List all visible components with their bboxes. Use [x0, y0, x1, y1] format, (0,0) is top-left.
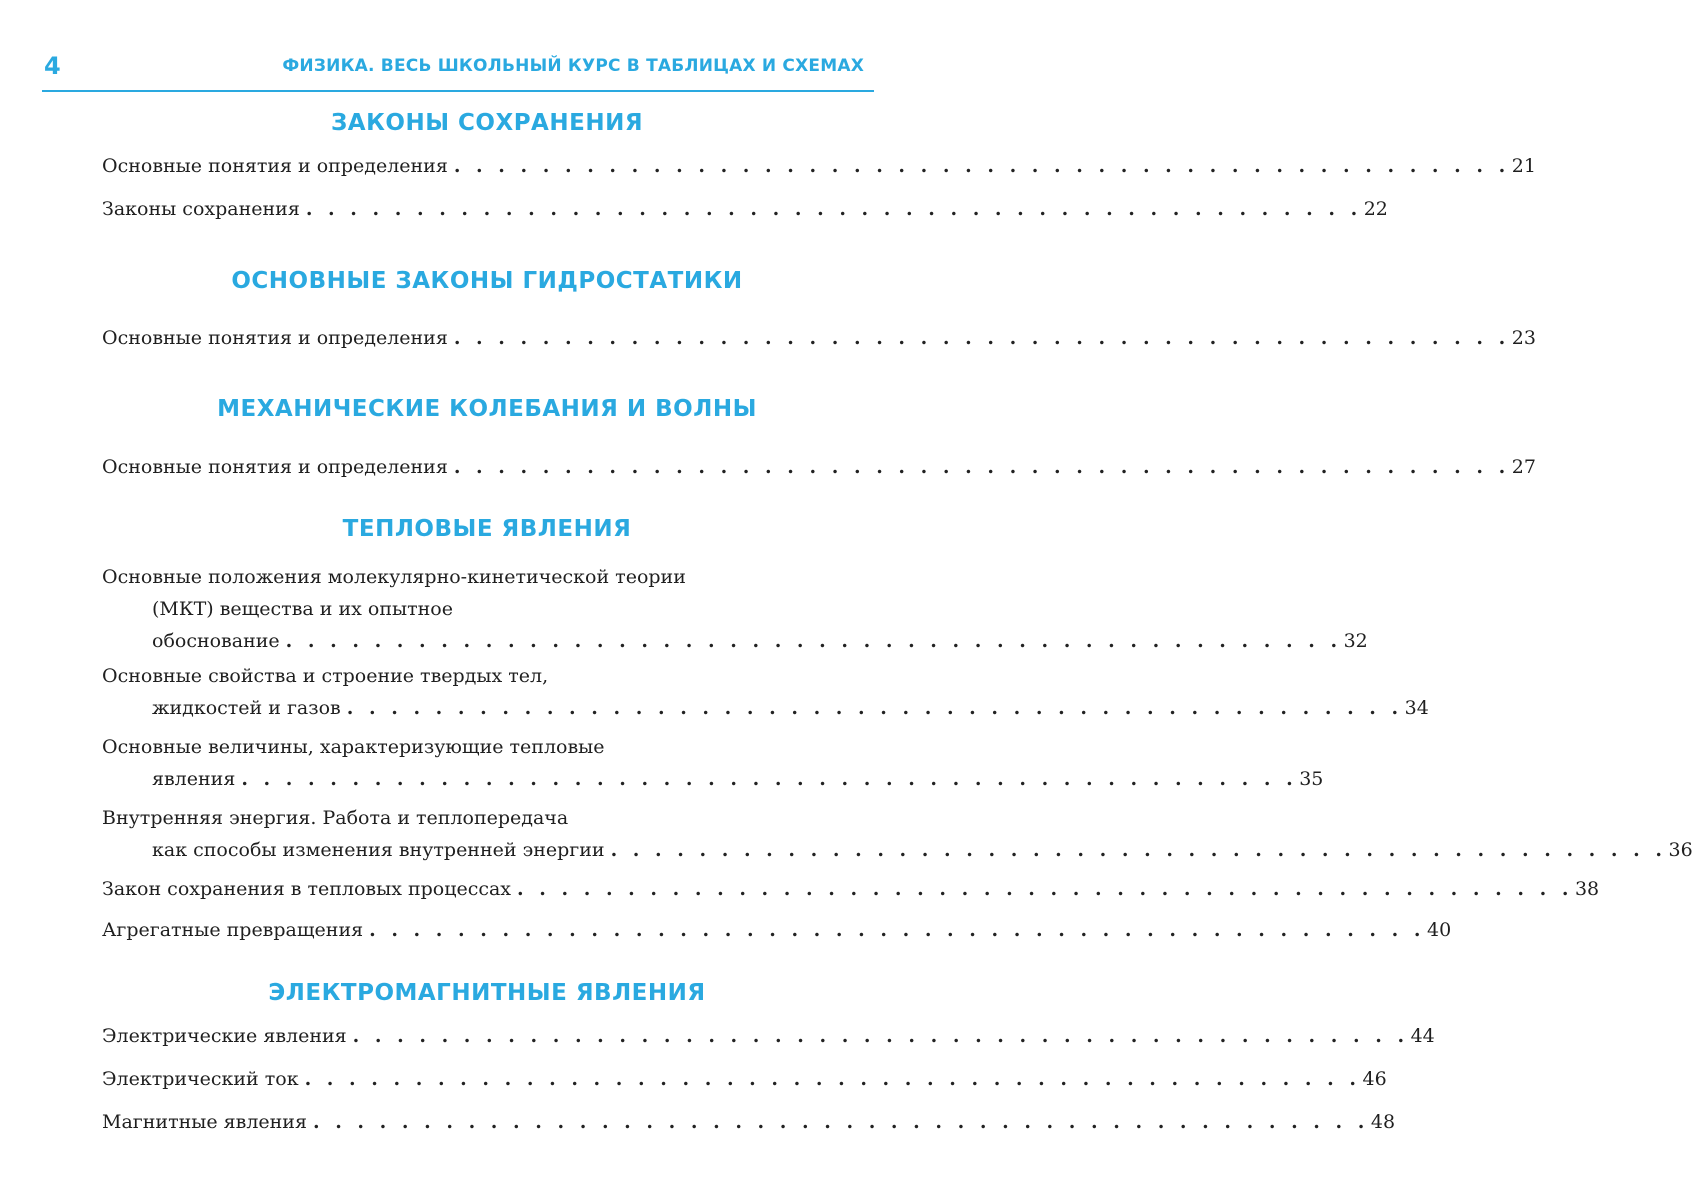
toc-entry[interactable]	[102, 731, 1324, 795]
toc-entry-text: как способы изменения внутренней энергии	[152, 839, 605, 861]
section-title: МЕХАНИЧЕСКИЕ КОЛЕБАНИЯ И ВОЛНЫ	[217, 396, 757, 422]
leader-dots: . . . . . . . . . . . . . . . . . . . . . . . . . . . . . . . . . . . . . . . . . . . . . . . .	[369, 919, 1425, 941]
toc-entry[interactable]	[102, 660, 1429, 724]
page-number: 4	[44, 52, 61, 80]
section-title: ЗАКОНЫ СОХРАНЕНИЯ	[330, 110, 644, 136]
leader-dots: . . . . . . . . . . . . . . . . . . . . . . . . . . . . . . . . . . . . . . . . . . . . . . . .	[453, 456, 1510, 478]
leader-dots: . . . . . . . . . . . . . . . . . . . . . . . . . . . . . . . . . . . . . . . . . . . . . . . .	[241, 768, 1298, 790]
toc-entry[interactable]	[102, 561, 1368, 657]
toc-entry[interactable]	[102, 802, 1693, 866]
toc-page-number: 34	[1404, 697, 1429, 719]
leader-dots: . . . . . . . . . . . . . . . . . . . . . . . . . . . . . . . . . . . . . . . . . . . . . . . .	[305, 198, 1362, 220]
toc-entry-text: Основные понятия и определения	[102, 155, 448, 177]
toc-entry-text: явления	[152, 768, 236, 790]
toc-page-number: 48	[1370, 1111, 1396, 1133]
toc-entry-text: Основные понятия и определения	[102, 456, 448, 478]
toc-entry-text: Законы сохранения	[102, 198, 300, 220]
toc-entry[interactable]	[102, 1063, 1387, 1095]
section-title: ОСНОВНЫЕ ЗАКОНЫ ГИДРОСТАТИКИ	[231, 268, 743, 294]
leader-dots: . . . . . . . . . . . . . . . . . . . . . . . . . . . . . . . . . . . . . . . . . . . . . . . .	[453, 327, 1510, 349]
toc-page-number: 44	[1410, 1025, 1435, 1047]
leader-dots: . . . . . . . . . . . . . . . . . . . . . . . . . . . . . . . . . . . . . . . . . . . . . . . .	[304, 1068, 1361, 1090]
toc-page-number: 38	[1574, 878, 1600, 900]
toc-entry-text: Основные понятия и определения	[102, 327, 448, 349]
toc-page-number: 36	[1668, 839, 1693, 861]
toc-entry-text: Основные величины, характеризующие тепловые	[102, 736, 605, 758]
leader-dots: . . . . . . . . . . . . . . . . . . . . . . . . . . . . . . . . . . . . . . . . . . . . . . . .	[285, 630, 1342, 652]
toc-entry[interactable]	[102, 193, 1388, 225]
leader-dots: . . . . . . . . . . . . . . . . . . . . . . . . . . . . . . . . . . . . . . . . . . . . . . . .	[453, 155, 1510, 177]
toc-page-number: 32	[1343, 630, 1368, 652]
toc-page-number: 40	[1427, 919, 1452, 941]
toc-entry[interactable]	[102, 1106, 1396, 1138]
toc-page-number: 46	[1362, 1068, 1387, 1090]
toc-page-number: 27	[1511, 456, 1536, 478]
section-title: ЭЛЕКТРОМАГНИТНЫЕ ЯВЛЕНИЯ	[268, 980, 706, 1006]
toc-entry-text: Внутренняя энергия. Работа и теплопередача	[102, 807, 569, 829]
toc-page-number: 22	[1363, 198, 1388, 220]
toc-entry[interactable]	[102, 873, 1600, 905]
toc-entry-text: Закон сохранения в тепловых процессах	[102, 878, 512, 900]
toc-entry-text: Основные положения молекулярно-кинетической теории	[102, 566, 686, 588]
leader-dots: . . . . . . . . . . . . . . . . . . . . . . . . . . . . . . . . . . . . . . . . . . . . . . . .	[346, 697, 1403, 719]
toc-entry[interactable]	[102, 914, 1452, 946]
toc-entry[interactable]	[102, 322, 1536, 354]
toc-entry[interactable]	[102, 1020, 1435, 1052]
running-title: ФИЗИКА. ВЕСЬ ШКОЛЬНЫЙ КУРС В ТАБЛИЦАХ И СХЕМАХ	[282, 56, 864, 76]
toc-entry-text: Основные свойства и строение твердых тел,	[102, 665, 549, 687]
leader-dots: . . . . . . . . . . . . . . . . . . . . . . . . . . . . . . . . . . . . . . . . . . . . . . . .	[352, 1025, 1409, 1047]
toc-entry-text: жидкостей и газов	[152, 697, 341, 719]
toc-entry-text: (МКТ) вещества и их опытное	[152, 598, 453, 620]
toc-entry[interactable]	[102, 451, 1536, 483]
page-header	[42, 50, 874, 92]
leader-dots: . . . . . . . . . . . . . . . . . . . . . . . . . . . . . . . . . . . . . . . . . . . . . . . .	[312, 1111, 1369, 1133]
toc-page-number: 35	[1299, 768, 1324, 790]
leader-dots: . . . . . . . . . . . . . . . . . . . . . . . . . . . . . . . . . . . . . . . . . . . . . . . .	[517, 878, 1573, 900]
section-title: ТЕПЛОВЫЕ ЯВЛЕНИЯ	[342, 516, 632, 542]
toc-page-number: 23	[1511, 327, 1536, 349]
toc-entry-text: Электрический ток	[102, 1068, 299, 1090]
leader-dots: . . . . . . . . . . . . . . . . . . . . . . . . . . . . . . . . . . . . . . . . . . . . . . . .	[610, 839, 1667, 861]
toc-page-number: 21	[1511, 155, 1536, 177]
toc-entry-text: Электрические явления	[102, 1025, 347, 1047]
toc-entry-text: Магнитные явления	[102, 1111, 307, 1133]
toc-entry-text: Агрегатные превращения	[102, 919, 364, 941]
toc-entry[interactable]	[102, 150, 1536, 182]
toc-entry-text: обоснование	[152, 630, 280, 652]
